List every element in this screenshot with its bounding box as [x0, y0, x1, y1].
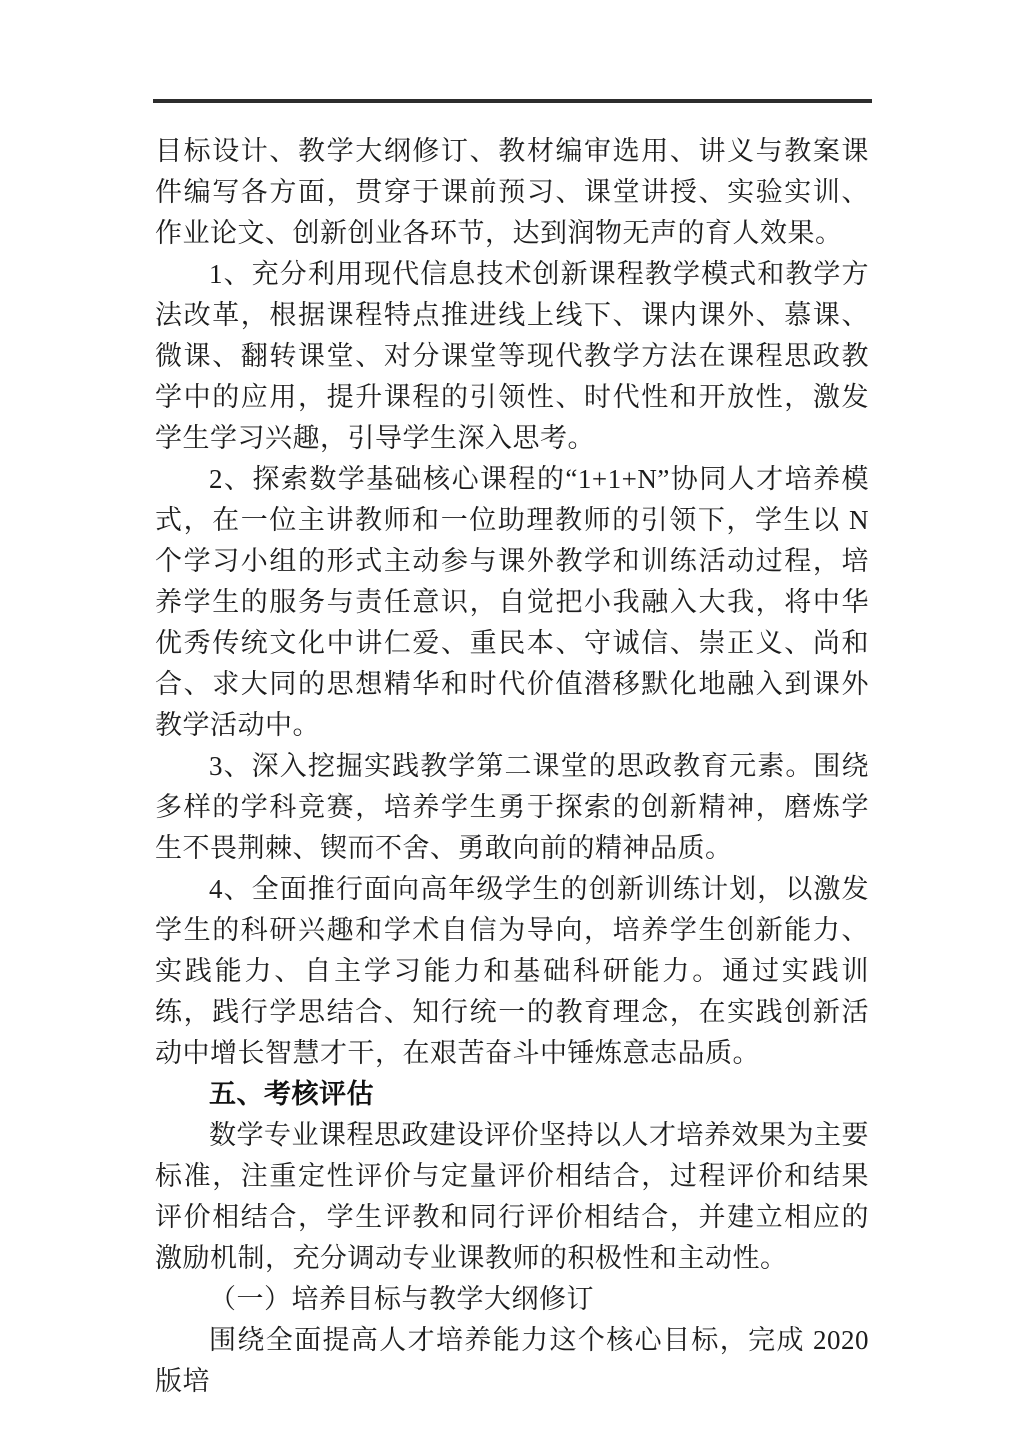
paragraph-assessment-body: 数学专业课程思政建设评价坚持以人才培养效果为主要标准，注重定性评价与定量评价相结合，过程评价和结果评价相结合，学生评教和同行评价相结合，并建立相应的激励机制，充分调动专业课教师的积极性和主动性。 [155, 1120, 869, 1273]
page-content [155, 131, 869, 1402]
paragraph-cutoff-bottom: 围绕全面提高人才培养能力这个核心目标，完成 2020 版培 [155, 1325, 869, 1396]
paragraph-numbered-4: 4、全面推行面向高年级学生的创新训练计划，以激发学生的科研兴趣和学术自信为导向，培养学生创新能力、实践能力、自主学习能力和基础科研能力。通过实践训练，践行学思结合、知行统一的教育理念，在实践创新活动中增长智慧才干，在艰苦奋斗中锤炼意志品质。 [155, 874, 869, 1068]
section-heading-assessment: 五、考核评估 [209, 1079, 374, 1109]
paragraph-numbered-1: 1、充分利用现代信息技术创新课程教学模式和教学方法改革，根据课程特点推进线上线下、课内课外、慕课、微课、翻转课堂、对分课堂等现代教学方法在课程思政教学中的应用，提升课程的引领性、时代性和开放性，激发学生学习兴趣，引导学生深入思考。 [155, 259, 869, 453]
paragraph-continuation: 目标设计、教学大纲修订、教材编审选用、讲义与教案课件编写各方面，贯穿于课前预习、课堂讲授、实验实训、作业论文、创新创业各环节，达到润物无声的育人效果。 [155, 136, 869, 248]
paragraph-numbered-2: 2、探索数学基础核心课程的“1+1+N”协同人才培养模式，在一位主讲教师和一位助理教师的引领下，学生以 N 个学习小组的形式主动参与课外教学和训练活动过程，培养学生的服务与责任意识，自觉把小我融入大我，将中华优秀传统文化中讲仁爱、重民本、守诚信、崇正义、尚和合、求大同的思想精华和时代价值潜移默化地融入到课外教学活动中。 [155, 464, 869, 740]
subsection-heading-training-goals: （一）培养目标与教学大纲修订 [209, 1284, 594, 1314]
paragraph-numbered-3: 3、深入挖掘实践教学第二课堂的思政教育元素。围绕多样的学科竞赛，培养学生勇于探索的创新精神，磨炼学生不畏荆棘、锲而不舍、勇敢向前的精神品质。 [155, 751, 869, 863]
header-rule [153, 99, 872, 103]
